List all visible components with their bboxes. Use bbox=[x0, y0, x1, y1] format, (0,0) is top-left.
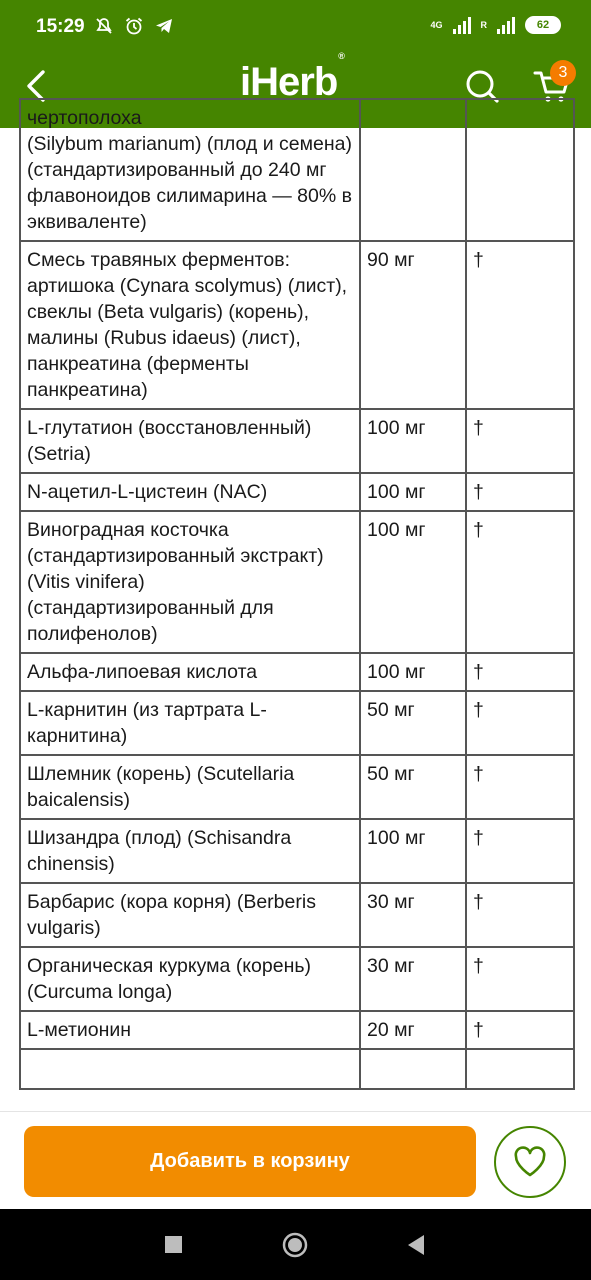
logo-text: iHerb bbox=[240, 60, 338, 104]
signal-icon bbox=[453, 16, 471, 34]
ingredient-name: Виноградная косточка (стандартизированный экстракт) (Vitis vinifera) (стандартизированный для полифенолов) bbox=[20, 511, 360, 653]
table-row bbox=[20, 883, 574, 947]
daily-value: † bbox=[466, 473, 574, 511]
ingredient-name: N-ацетил-L-цистеин (NAC) bbox=[20, 473, 360, 511]
ingredient-amount: 100 мг bbox=[360, 409, 466, 473]
daily-value: † bbox=[466, 755, 574, 819]
table-row bbox=[20, 947, 574, 1011]
ingredient-name: Шлемник (корень) (Scutellaria baicalensis) bbox=[20, 755, 360, 819]
status-system-icons bbox=[430, 16, 561, 34]
ingredient-name: Шизандра (плод) (Schisandra chinensis) bbox=[20, 819, 360, 883]
mute-icon bbox=[94, 16, 114, 36]
ingredient-amount: 100 мг bbox=[360, 653, 466, 691]
ingredient-name: Барбарис (кора корня) (Berberis vulgaris) bbox=[20, 883, 360, 947]
table-row bbox=[20, 473, 574, 511]
table-row bbox=[20, 409, 574, 473]
ingredient-name: L-карнитин (из тартрата L-карнитина) bbox=[20, 691, 360, 755]
ingredient-name: Альфа-липоевая кислота bbox=[20, 653, 360, 691]
table-row bbox=[20, 1011, 574, 1049]
ingredient-name: L-глутатион (восстановленный) (Setria) bbox=[20, 409, 360, 473]
table-row bbox=[20, 691, 574, 755]
recent-apps-icon[interactable] bbox=[160, 1231, 188, 1259]
table-row bbox=[20, 1049, 574, 1089]
table-row bbox=[20, 511, 574, 653]
daily-value: † bbox=[466, 1011, 574, 1049]
favorite-button[interactable] bbox=[494, 1126, 566, 1198]
ingredient-amount: 50 мг bbox=[360, 691, 466, 755]
back-nav-icon[interactable] bbox=[402, 1231, 430, 1259]
daily-value: † bbox=[466, 691, 574, 755]
roaming-indicator: R bbox=[480, 19, 487, 30]
table-row bbox=[20, 653, 574, 691]
ingredient-amount: 30 мг bbox=[360, 883, 466, 947]
ingredient-name: L-метионин bbox=[20, 1011, 360, 1049]
android-navigation-bar bbox=[0, 1209, 591, 1280]
daily-value: † bbox=[466, 947, 574, 1011]
ingredient-amount: 20 мг bbox=[360, 1011, 466, 1049]
ingredient-name: Органическая куркума (корень) (Curcuma longa) bbox=[20, 947, 360, 1011]
table-row bbox=[20, 241, 574, 409]
cart-count-badge[interactable]: 3 bbox=[550, 60, 576, 86]
logo-registered-mark: ® bbox=[338, 50, 344, 61]
ingredient-name: чертополоха (Silybum marianum) (плод и семена) (стандартизированный до 240 мг флавоноидов силимарина — 80% в эквиваленте) bbox=[20, 99, 360, 241]
supplement-facts-table[interactable] bbox=[0, 107, 591, 1111]
signal-2-icon bbox=[497, 16, 515, 34]
daily-value: † bbox=[466, 241, 574, 409]
table-row bbox=[20, 755, 574, 819]
add-to-cart-button[interactable]: Добавить в корзину bbox=[24, 1126, 476, 1197]
daily-value: † bbox=[466, 409, 574, 473]
daily-value: † bbox=[466, 883, 574, 947]
ingredient-amount bbox=[360, 99, 466, 241]
ingredient-name bbox=[20, 1049, 360, 1089]
heart-icon bbox=[513, 1146, 547, 1178]
daily-value: † bbox=[466, 653, 574, 691]
daily-value bbox=[466, 99, 574, 241]
status-notification-icons bbox=[94, 16, 174, 36]
status-bar bbox=[0, 0, 591, 54]
telegram-icon bbox=[154, 16, 174, 36]
ingredient-amount: 30 мг bbox=[360, 947, 466, 1011]
ingredient-name: Смесь травяных ферментов: артишока (Cynara scolymus) (лист), свеклы (Beta vulgaris) (корень), малины (Rubus idaeus) (лист), панкреатина (ферменты панкреатина) bbox=[20, 241, 360, 409]
network-type: 4G bbox=[430, 19, 443, 30]
ingredient-amount: 50 мг bbox=[360, 755, 466, 819]
ingredient-amount: 100 мг bbox=[360, 819, 466, 883]
daily-value: † bbox=[466, 511, 574, 653]
ingredient-amount: 100 мг bbox=[360, 511, 466, 653]
status-time: 15:29 bbox=[36, 16, 85, 37]
ingredient-amount: 100 мг bbox=[360, 473, 466, 511]
alarm-icon bbox=[124, 16, 144, 36]
ingredients-table bbox=[19, 98, 575, 1090]
bottom-action-bar bbox=[0, 1111, 591, 1210]
battery-icon: 62 bbox=[525, 16, 561, 34]
ingredient-amount bbox=[360, 1049, 466, 1089]
table-row bbox=[20, 99, 574, 241]
home-icon[interactable] bbox=[281, 1231, 309, 1259]
daily-value: † bbox=[466, 819, 574, 883]
ingredient-amount: 90 мг bbox=[360, 241, 466, 409]
table-row bbox=[20, 819, 574, 883]
daily-value bbox=[466, 1049, 574, 1089]
